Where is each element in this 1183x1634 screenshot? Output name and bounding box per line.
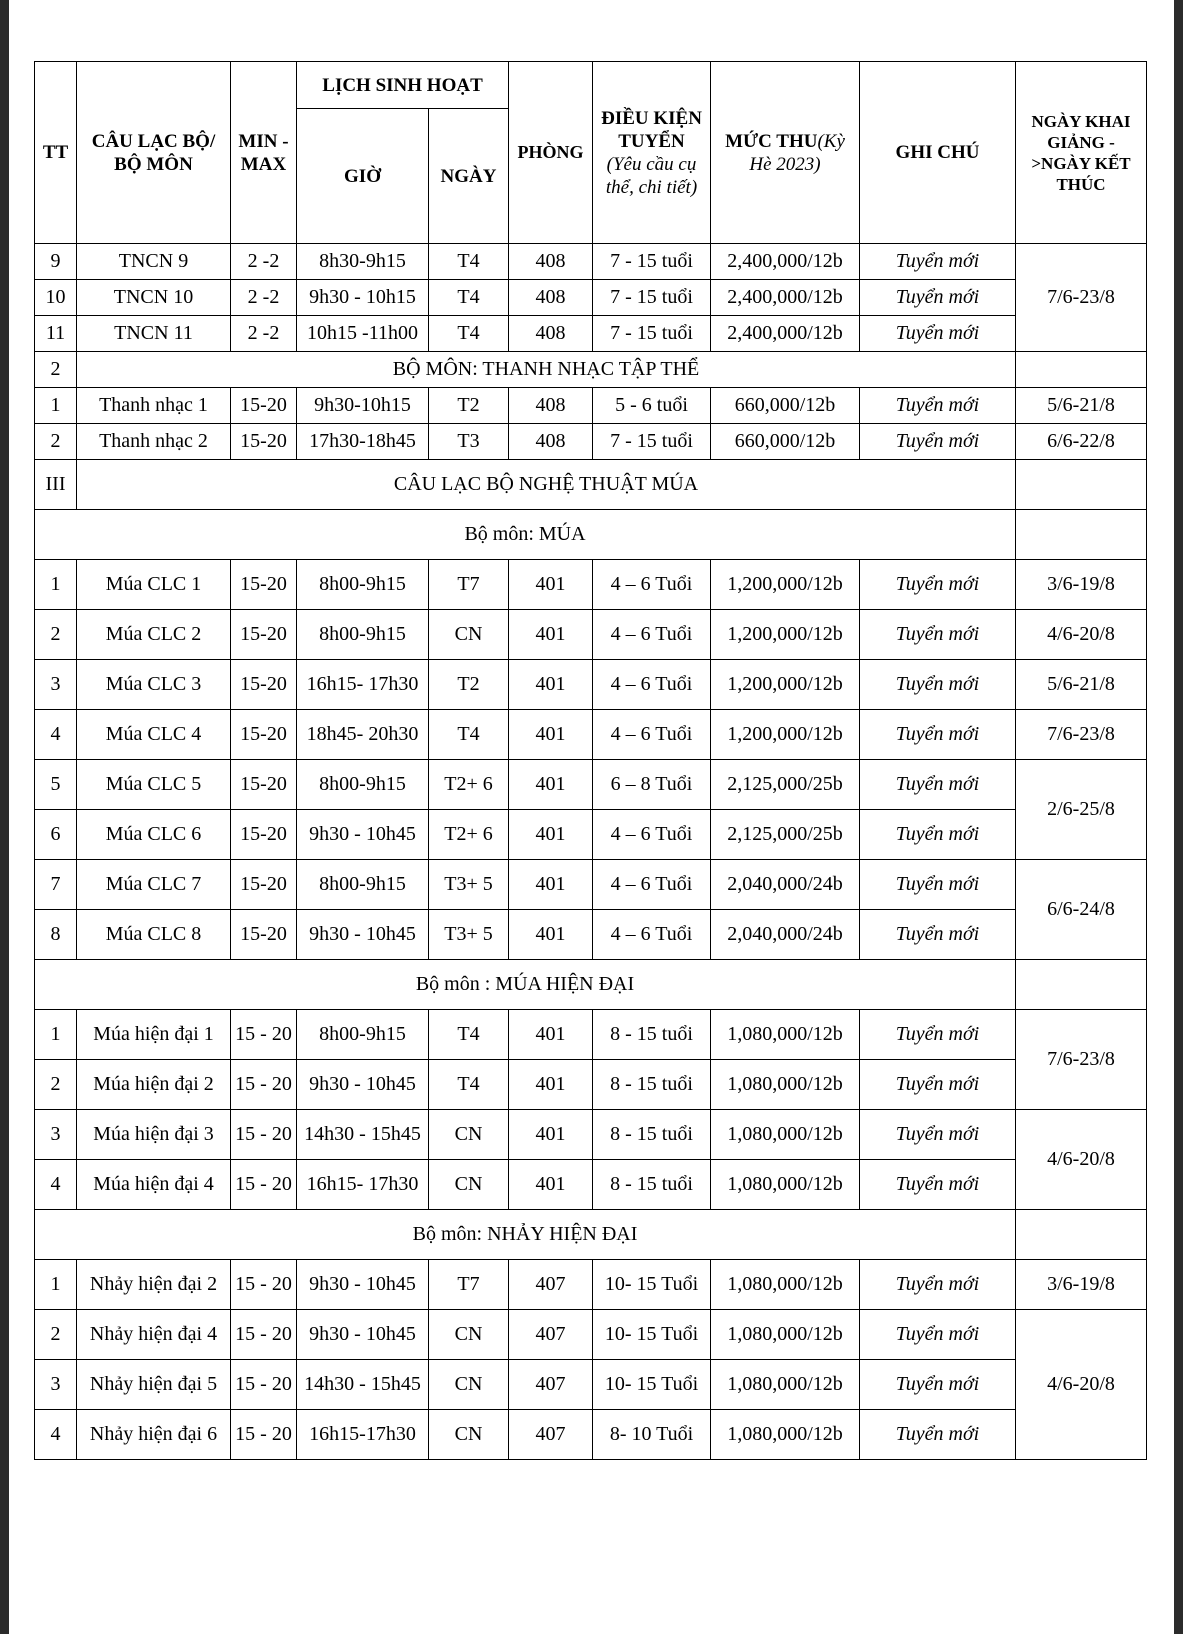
cell-note: Tuyển mới [860, 1360, 1016, 1410]
cell-condition: 8- 10 Tuổi [593, 1410, 711, 1460]
cell-minmax: 15-20 [231, 710, 297, 760]
cell-day: CN [429, 1310, 509, 1360]
section-row [35, 352, 1147, 388]
cell-fee: 2,400,000/12b [711, 244, 860, 280]
cell-club: Thanh nhạc 1 [77, 388, 231, 424]
cell-room: 407 [509, 1410, 593, 1460]
cell-club: Múa hiện đại 2 [77, 1060, 231, 1110]
cell-minmax: 15-20 [231, 388, 297, 424]
cell-club: Nhảy hiện đại 6 [77, 1410, 231, 1460]
col-header-fee [711, 62, 860, 244]
cell-day: CN [429, 1160, 509, 1210]
cell-club: TNCN 10 [77, 280, 231, 316]
col-header-remark: GHI CHÚ [860, 62, 1016, 244]
cell-room: 407 [509, 1360, 593, 1410]
section-title: CÂU LẠC BỘ NGHỆ THUẬT MÚA [77, 460, 1016, 510]
cell-time: 8h30-9h15 [297, 244, 429, 280]
cell-condition: 8 - 15 tuổi [593, 1160, 711, 1210]
cell-day: T2 [429, 660, 509, 710]
cell-room: 408 [509, 388, 593, 424]
cell-dates: 4/6-20/8 [1016, 610, 1147, 660]
cell-fee: 1,200,000/12b [711, 610, 860, 660]
cell-club: Múa CLC 8 [77, 910, 231, 960]
cell-room: 407 [509, 1310, 593, 1360]
cell-condition: 10- 15 Tuổi [593, 1260, 711, 1310]
cell-note: Tuyển mới [860, 710, 1016, 760]
cell-condition: 8 - 15 tuổi [593, 1010, 711, 1060]
cell-day: T4 [429, 280, 509, 316]
cell-note: Tuyển mới [860, 1160, 1016, 1210]
col-header-time: GIỜ [297, 109, 429, 244]
cell-minmax: 2 -2 [231, 280, 297, 316]
cell-note: Tuyển mới [860, 860, 1016, 910]
cell-condition: 10- 15 Tuổi [593, 1310, 711, 1360]
cell-room: 401 [509, 1060, 593, 1110]
cell-fee: 1,080,000/12b [711, 1360, 860, 1410]
cell-condition: 4 – 6 Tuổi [593, 710, 711, 760]
cell-fee: 1,200,000/12b [711, 710, 860, 760]
cell-time: 14h30 - 15h45 [297, 1110, 429, 1160]
schedule-table [34, 61, 1147, 1460]
cell-dates: 3/6-19/8 [1016, 560, 1147, 610]
cell-day: T2 [429, 388, 509, 424]
cell-fee: 1,080,000/12b [711, 1060, 860, 1110]
cell-day: T2+ 6 [429, 810, 509, 860]
cell-tt: 2 [35, 424, 77, 460]
cell-minmax: 15-20 [231, 860, 297, 910]
cell-tt: 2 [35, 1310, 77, 1360]
cell-tt: 3 [35, 1360, 77, 1410]
cell-tt: 6 [35, 810, 77, 860]
table-row [35, 760, 1147, 810]
cell-room: 401 [509, 860, 593, 910]
cell-minmax: 15-20 [231, 760, 297, 810]
cell-condition: 7 - 15 tuổi [593, 280, 711, 316]
col-header-club: CÂU LẠC BỘ/ BỘ MÔN [77, 62, 231, 244]
cell-condition: 4 – 6 Tuổi [593, 860, 711, 910]
cell-dates [1016, 960, 1147, 1010]
cell-minmax: 15 - 20 [231, 1260, 297, 1310]
cell-club: Múa hiện đại 4 [77, 1160, 231, 1210]
cell-tt: 11 [35, 316, 77, 352]
cell-fee: 1,080,000/12b [711, 1110, 860, 1160]
table-row [35, 1160, 1147, 1210]
cell-minmax: 15-20 [231, 810, 297, 860]
fee-title: MỨC THU [725, 130, 818, 152]
cell-club: Múa hiện đại 3 [77, 1110, 231, 1160]
cell-day: T3+ 5 [429, 910, 509, 960]
cell-dates: 5/6-21/8 [1016, 388, 1147, 424]
cell-note: Tuyển mới [860, 316, 1016, 352]
subsection-row [35, 960, 1147, 1010]
cell-time: 10h15 -11h00 [297, 316, 429, 352]
cell-condition: 8 - 15 tuổi [593, 1110, 711, 1160]
col-header-dates: NGÀY KHAI GIẢNG ->NGÀY KẾT THÚC [1016, 62, 1147, 244]
subsection-title: Bộ môn : MÚA HIỆN ĐẠI [35, 960, 1016, 1010]
cell-club: Múa CLC 6 [77, 810, 231, 860]
cell-minmax: 15 - 20 [231, 1060, 297, 1110]
cell-room: 401 [509, 560, 593, 610]
cell-day: T4 [429, 710, 509, 760]
cell-fee: 2,040,000/24b [711, 860, 860, 910]
cell-day: CN [429, 1410, 509, 1460]
cell-fee: 660,000/12b [711, 388, 860, 424]
cell-time: 8h00-9h15 [297, 1010, 429, 1060]
cell-note: Tuyển mới [860, 1060, 1016, 1110]
cell-time: 16h15- 17h30 [297, 660, 429, 710]
cell-fee: 1,080,000/12b [711, 1260, 860, 1310]
cell-room: 401 [509, 1160, 593, 1210]
table-row [35, 1110, 1147, 1160]
cell-tt: 5 [35, 760, 77, 810]
table-row [35, 1360, 1147, 1410]
cell-minmax: 15 - 20 [231, 1360, 297, 1410]
cell-condition: 8 - 15 tuổi [593, 1060, 711, 1110]
cell-note: Tuyển mới [860, 560, 1016, 610]
cell-condition: 6 – 8 Tuổi [593, 760, 711, 810]
cell-room: 401 [509, 660, 593, 710]
table-row [35, 810, 1147, 860]
subsection-title: Bộ môn: MÚA [35, 510, 1016, 560]
col-header-minmax: MIN - MAX [231, 62, 297, 244]
cell-day: T7 [429, 1260, 509, 1310]
cell-note: Tuyển mới [860, 660, 1016, 710]
cell-room: 408 [509, 316, 593, 352]
cell-time: 8h00-9h15 [297, 760, 429, 810]
cell-day: T7 [429, 560, 509, 610]
cell-time: 18h45- 20h30 [297, 710, 429, 760]
cell-fee: 1,080,000/12b [711, 1310, 860, 1360]
cell-tt: 1 [35, 1260, 77, 1310]
cell-condition: 4 – 6 Tuổi [593, 810, 711, 860]
table-row [35, 388, 1147, 424]
cell-day: T2+ 6 [429, 760, 509, 810]
cell-day: T4 [429, 316, 509, 352]
cell-club: Múa CLC 3 [77, 660, 231, 710]
table-row [35, 1060, 1147, 1110]
cell-dates: 2/6-25/8 [1016, 760, 1147, 860]
cell-day: T4 [429, 1010, 509, 1060]
cell-note: Tuyển mới [860, 810, 1016, 860]
section-title: BỘ MÔN: THANH NHẠC TẬP THỂ [77, 352, 1016, 388]
cell-tt: 4 [35, 710, 77, 760]
cell-dates: 5/6-21/8 [1016, 660, 1147, 710]
cell-note: Tuyển mới [860, 1310, 1016, 1360]
cell-dates: 6/6-22/8 [1016, 424, 1147, 460]
cell-tt: 4 [35, 1160, 77, 1210]
cell-minmax: 15-20 [231, 910, 297, 960]
col-header-condition [593, 62, 711, 244]
subsection-row [35, 510, 1147, 560]
cell-fee: 2,125,000/25b [711, 810, 860, 860]
cell-condition: 4 – 6 Tuổi [593, 610, 711, 660]
cell-dates [1016, 510, 1147, 560]
cell-fee: 2,400,000/12b [711, 316, 860, 352]
cell-tt: 1 [35, 560, 77, 610]
cell-day: CN [429, 1110, 509, 1160]
table-row [35, 1010, 1147, 1060]
cell-dates [1016, 460, 1147, 510]
table-row [35, 1260, 1147, 1310]
cell-time: 9h30 - 10h45 [297, 1310, 429, 1360]
cell-condition: 5 - 6 tuổi [593, 388, 711, 424]
cell-tt: 2 [35, 1060, 77, 1110]
cell-time: 8h00-9h15 [297, 560, 429, 610]
section-number: 2 [35, 352, 77, 388]
cell-room: 408 [509, 244, 593, 280]
cell-tt: 10 [35, 280, 77, 316]
cell-room: 408 [509, 280, 593, 316]
cell-club: Múa CLC 2 [77, 610, 231, 660]
cell-tt: 8 [35, 910, 77, 960]
cell-time: 9h30 - 10h45 [297, 1260, 429, 1310]
cell-note: Tuyển mới [860, 244, 1016, 280]
table-row [35, 860, 1147, 910]
cell-minmax: 15 - 20 [231, 1010, 297, 1060]
cell-club: Thanh nhạc 2 [77, 424, 231, 460]
cell-minmax: 2 -2 [231, 244, 297, 280]
cell-dates: 7/6-23/8 [1016, 710, 1147, 760]
cell-condition: 4 – 6 Tuổi [593, 560, 711, 610]
cell-fee: 1,080,000/12b [711, 1410, 860, 1460]
table-row [35, 424, 1147, 460]
cell-note: Tuyển mới [860, 388, 1016, 424]
header-row-1 [35, 62, 1147, 109]
cell-fee: 2,040,000/24b [711, 910, 860, 960]
table-row [35, 660, 1147, 710]
cell-minmax: 15-20 [231, 610, 297, 660]
cell-time: 9h30 - 10h45 [297, 810, 429, 860]
cell-room: 401 [509, 810, 593, 860]
cell-fee: 2,400,000/12b [711, 280, 860, 316]
cell-condition: 7 - 15 tuổi [593, 424, 711, 460]
cell-minmax: 15-20 [231, 660, 297, 710]
cell-club: Nhảy hiện đại 5 [77, 1360, 231, 1410]
cell-tt: 9 [35, 244, 77, 280]
cell-dates: 7/6-23/8 [1016, 244, 1147, 352]
cell-day: T4 [429, 1060, 509, 1110]
cell-condition: 7 - 15 tuổi [593, 316, 711, 352]
cell-room: 401 [509, 910, 593, 960]
cell-minmax: 15-20 [231, 424, 297, 460]
cell-dates [1016, 352, 1147, 388]
cell-minmax: 15 - 20 [231, 1110, 297, 1160]
cell-fee: 2,125,000/25b [711, 760, 860, 810]
cell-dates [1016, 1210, 1147, 1260]
cell-club: Múa CLC 1 [77, 560, 231, 610]
cell-club: Nhảy hiện đại 4 [77, 1310, 231, 1360]
cell-club: TNCN 9 [77, 244, 231, 280]
table-row [35, 1410, 1147, 1460]
cell-minmax: 15-20 [231, 560, 297, 610]
table-row [35, 610, 1147, 660]
cell-minmax: 2 -2 [231, 316, 297, 352]
cell-club: Múa CLC 7 [77, 860, 231, 910]
cell-minmax: 15 - 20 [231, 1160, 297, 1210]
cell-day: T3 [429, 424, 509, 460]
cell-club: Nhảy hiện đại 2 [77, 1260, 231, 1310]
table-row [35, 710, 1147, 760]
cell-time: 8h00-9h15 [297, 860, 429, 910]
section-row [35, 460, 1147, 510]
cell-room: 408 [509, 424, 593, 460]
cell-time: 16h15- 17h30 [297, 1160, 429, 1210]
col-header-schedule: LỊCH SINH HOẠT [297, 62, 509, 109]
cell-tt: 3 [35, 660, 77, 710]
cell-tt: 7 [35, 860, 77, 910]
cell-note: Tuyển mới [860, 910, 1016, 960]
cell-day: T4 [429, 244, 509, 280]
left-scan-border [0, 0, 9, 1634]
table-row [35, 910, 1147, 960]
table-row [35, 244, 1147, 280]
cell-tt: 1 [35, 388, 77, 424]
cell-minmax: 15 - 20 [231, 1410, 297, 1460]
cell-room: 401 [509, 760, 593, 810]
cell-minmax: 15 - 20 [231, 1310, 297, 1360]
col-header-room: PHÒNG [509, 62, 593, 244]
cell-time: 9h30 - 10h45 [297, 910, 429, 960]
cell-note: Tuyển mới [860, 1110, 1016, 1160]
cell-condition: 10- 15 Tuổi [593, 1360, 711, 1410]
cell-club: Múa hiện đại 1 [77, 1010, 231, 1060]
cell-note: Tuyển mới [860, 1410, 1016, 1460]
cell-fee: 1,200,000/12b [711, 560, 860, 610]
table-row [35, 1310, 1147, 1360]
subsection-title: Bộ môn: NHẢY HIỆN ĐẠI [35, 1210, 1016, 1260]
cell-fee: 1,080,000/12b [711, 1010, 860, 1060]
cell-room: 401 [509, 1110, 593, 1160]
fee-note: (Kỳ Hè 2023) [749, 130, 845, 175]
cell-day: CN [429, 610, 509, 660]
cell-room: 401 [509, 710, 593, 760]
cell-time: 8h00-9h15 [297, 610, 429, 660]
cell-time: 9h30-10h15 [297, 388, 429, 424]
cell-note: Tuyển mới [860, 1010, 1016, 1060]
cell-fee: 1,080,000/12b [711, 1160, 860, 1210]
cell-dates: 4/6-20/8 [1016, 1110, 1147, 1210]
cell-tt: 4 [35, 1410, 77, 1460]
cell-room: 407 [509, 1260, 593, 1310]
cell-dates: 4/6-20/8 [1016, 1310, 1147, 1460]
cell-note: Tuyển mới [860, 280, 1016, 316]
table-row [35, 560, 1147, 610]
cell-tt: 3 [35, 1110, 77, 1160]
right-scan-border [1174, 0, 1183, 1634]
cell-note: Tuyển mới [860, 1260, 1016, 1310]
cell-room: 401 [509, 1010, 593, 1060]
cell-dates: 7/6-23/8 [1016, 1010, 1147, 1110]
cell-day: CN [429, 1360, 509, 1410]
cell-club: Múa CLC 4 [77, 710, 231, 760]
cell-time: 9h30 - 10h15 [297, 280, 429, 316]
condition-note: (Yêu cầu cụ thể, chi tiết) [605, 153, 698, 198]
cell-club: Múa CLC 5 [77, 760, 231, 810]
cell-fee: 1,200,000/12b [711, 660, 860, 710]
cell-time: 9h30 - 10h45 [297, 1060, 429, 1110]
cell-time: 17h30-18h45 [297, 424, 429, 460]
cell-condition: 4 – 6 Tuổi [593, 910, 711, 960]
cell-condition: 4 – 6 Tuổi [593, 660, 711, 710]
col-header-day: NGÀY [429, 109, 509, 244]
col-header-tt: TT [35, 62, 77, 244]
cell-note: Tuyển mới [860, 760, 1016, 810]
cell-note: Tuyển mới [860, 610, 1016, 660]
cell-room: 401 [509, 610, 593, 660]
cell-time: 16h15-17h30 [297, 1410, 429, 1460]
cell-dates: 6/6-24/8 [1016, 860, 1147, 960]
table-row [35, 280, 1147, 316]
cell-day: T3+ 5 [429, 860, 509, 910]
cell-club: TNCN 11 [77, 316, 231, 352]
cell-tt: 1 [35, 1010, 77, 1060]
cell-tt: 2 [35, 610, 77, 660]
cell-condition: 7 - 15 tuổi [593, 244, 711, 280]
cell-note: Tuyển mới [860, 424, 1016, 460]
table-row [35, 316, 1147, 352]
cell-dates: 3/6-19/8 [1016, 1260, 1147, 1310]
section-number: III [35, 460, 77, 510]
subsection-row [35, 1210, 1147, 1260]
cell-fee: 660,000/12b [711, 424, 860, 460]
condition-title: ĐIỀU KIỆN TUYỂN [601, 107, 702, 152]
cell-time: 14h30 - 15h45 [297, 1360, 429, 1410]
